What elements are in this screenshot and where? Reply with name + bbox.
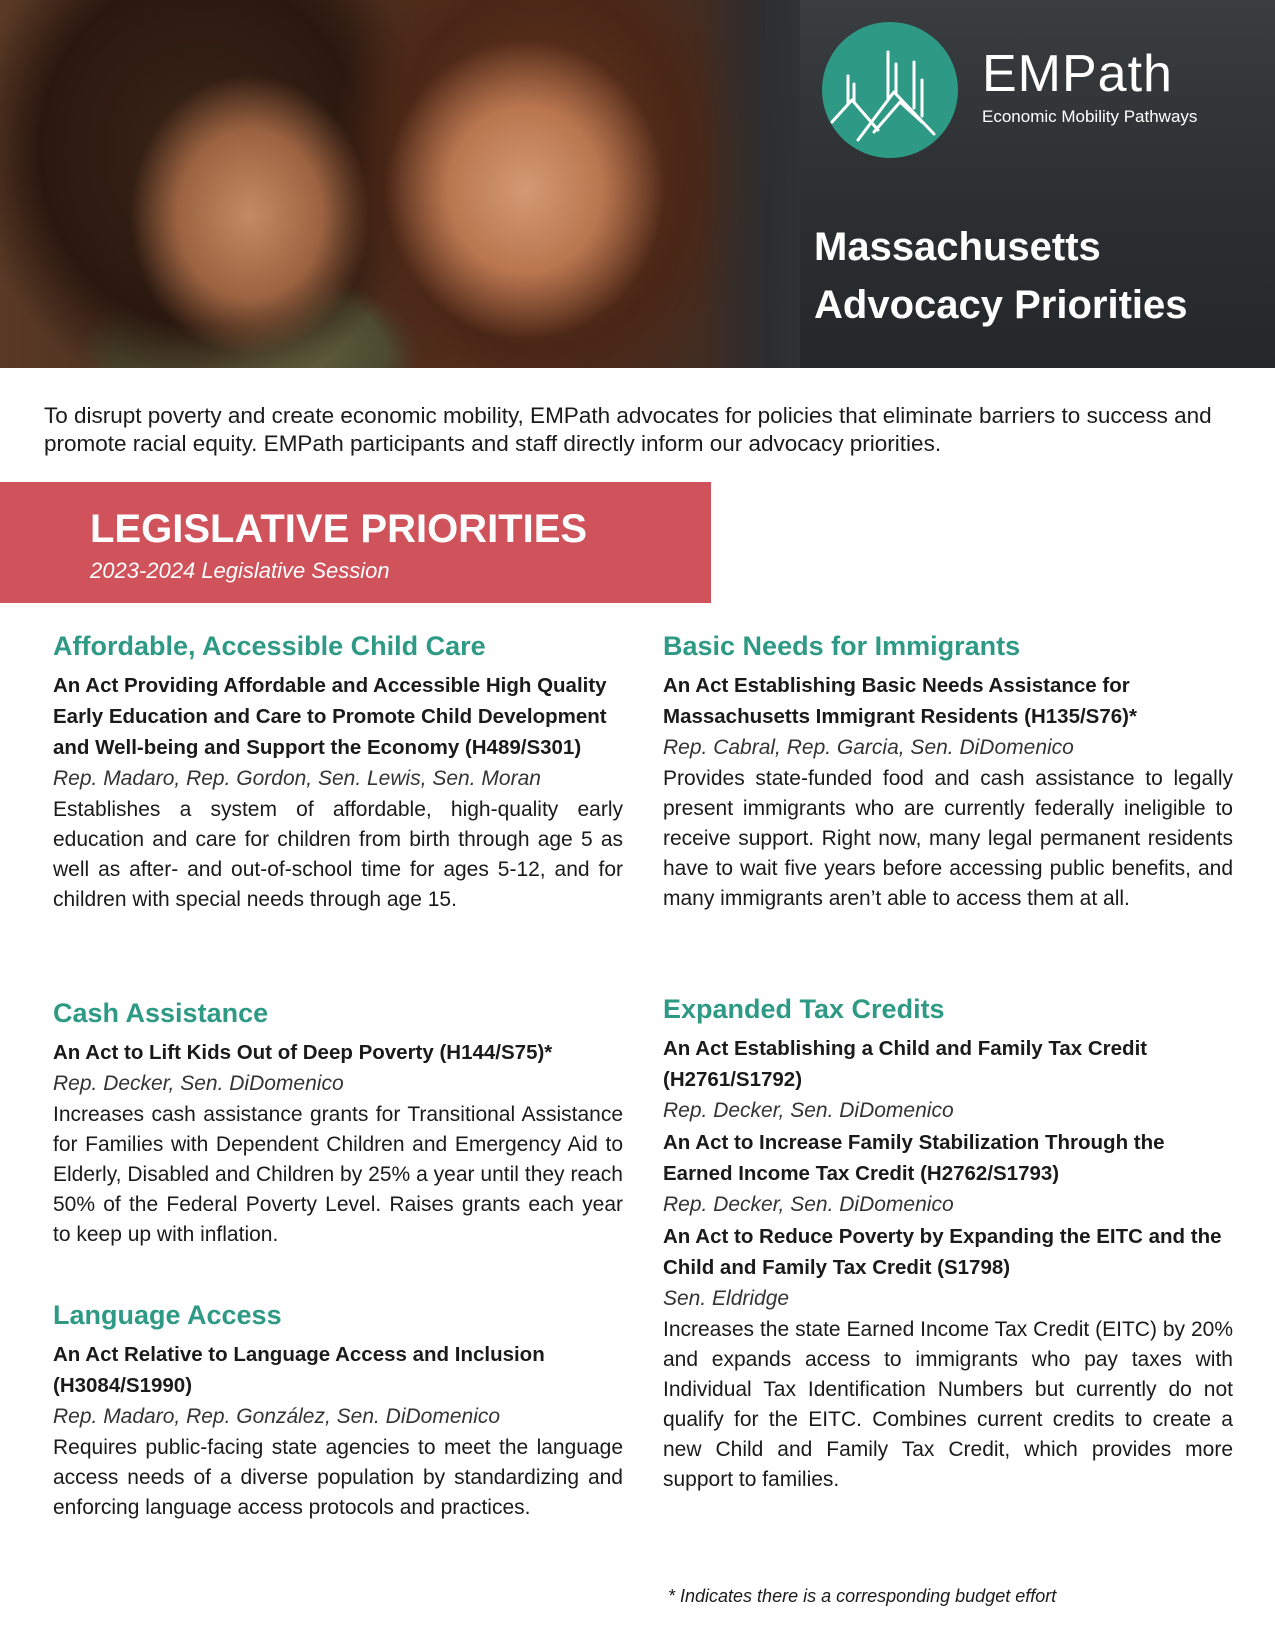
hero-photo [0, 0, 770, 368]
sponsors: Rep. Madaro, Rep. González, Sen. DiDomenico [53, 1405, 501, 1428]
act-title: An Act to Increase Family Stabilization Through the Earned Income Tax Credit (H2762/S1793) [663, 1131, 1165, 1185]
section-language-access [53, 1300, 623, 1523]
description: Provides state-funded food and cash assistance to legally present immigrants who are currently federally ineligible to receive support. Right now, many legal permanent residents have to wait five years before accessing public benefits, and many immigrants aren’t able to access them at all. [663, 767, 1233, 910]
section-title: Cash Assistance [53, 998, 269, 1028]
header-hero [0, 0, 1275, 368]
footnote: * Indicates there is a corresponding budget effort [668, 1586, 1057, 1606]
page-title [814, 218, 1188, 334]
sponsors: Rep. Cabral, Rep. Garcia, Sen. DiDomenico [663, 736, 1074, 759]
banner-subtitle: 2023-2024 Legislative Session [90, 558, 390, 583]
section-title: Language Access [53, 1300, 282, 1330]
page-title-line2: Advocacy Priorities [814, 283, 1188, 327]
section-tax-credits [663, 994, 1233, 1495]
act-title: An Act Providing Affordable and Accessible High Quality Early Education and Care to Promote Child Development and Well-being and Support the Economy (H489/S301) [53, 674, 607, 759]
act-title: An Act Relative to Language Access and Inclusion (H3084/S1990) [53, 1343, 545, 1397]
section-title: Basic Needs for Immigrants [663, 631, 1021, 661]
act-title: An Act Establishing Basic Needs Assistance for Massachusetts Immigrant Residents (H135/S76)* [663, 674, 1137, 728]
banner-title: LEGISLATIVE PRIORITIES [90, 507, 588, 551]
page-title-line1: Massachusetts [814, 225, 1101, 269]
logo-wordmark: EMPath [982, 45, 1173, 103]
act-title: An Act to Lift Kids Out of Deep Poverty (H144/S75)* [53, 1041, 553, 1064]
logo-tagline: Economic Mobility Pathways [982, 107, 1198, 126]
sponsors: Sen. Eldridge [663, 1287, 790, 1310]
hero-fade [700, 0, 800, 368]
section-cash-assistance [53, 998, 623, 1250]
act-title: An Act Establishing a Child and Family Tax Credit (H2761/S1792) [663, 1037, 1148, 1091]
intro-paragraph: To disrupt poverty and create economic mobility, EMPath advocates for policies that eliminate barriers to success and promote racial equity. EMPath participants and staff directly inform our advocacy priorities. [44, 403, 1212, 456]
description: Increases the state Earned Income Tax Credit (EITC) by 20% and expands access to immigrants who pay taxes with Individual Tax Identification Numbers but currently do not qualify for the EITC. Combines current credits to create a new Child and Family Tax Credit, which provides more support to families. [663, 1318, 1233, 1491]
section-child-care [53, 631, 623, 915]
sponsors: Rep. Decker, Sen. DiDomenico [663, 1099, 954, 1122]
section-title: Expanded Tax Credits [663, 994, 945, 1024]
description: Establishes a system of affordable, high-quality early education and care for children from birth through age 5 as well as after- and out-of-school time for ages 5-12, and for children with special needs through age 15. [53, 798, 623, 911]
sponsors: Rep. Madaro, Rep. Gordon, Sen. Lewis, Sen. Moran [53, 767, 541, 790]
section-title: Affordable, Accessible Child Care [53, 631, 486, 661]
act-title: An Act to Reduce Poverty by Expanding the EITC and the Child and Family Tax Credit (S1798) [663, 1225, 1222, 1279]
section-immigrants [663, 631, 1233, 914]
sponsors: Rep. Decker, Sen. DiDomenico [663, 1193, 954, 1216]
description: Requires public-facing state agencies to meet the language access needs of a diverse population by standardizing and enforcing language access protocols and practices. [53, 1436, 623, 1519]
description: Increases cash assistance grants for Transitional Assistance for Families with Dependent Children and Emergency Aid to Elderly, Disabled and Children by 25% a year until they reach 50% of the Federal Poverty Level. Raises grants each year to keep up with inflation. [53, 1103, 623, 1246]
sponsors: Rep. Decker, Sen. DiDomenico [53, 1072, 344, 1095]
empath-logo-icon [822, 22, 958, 158]
